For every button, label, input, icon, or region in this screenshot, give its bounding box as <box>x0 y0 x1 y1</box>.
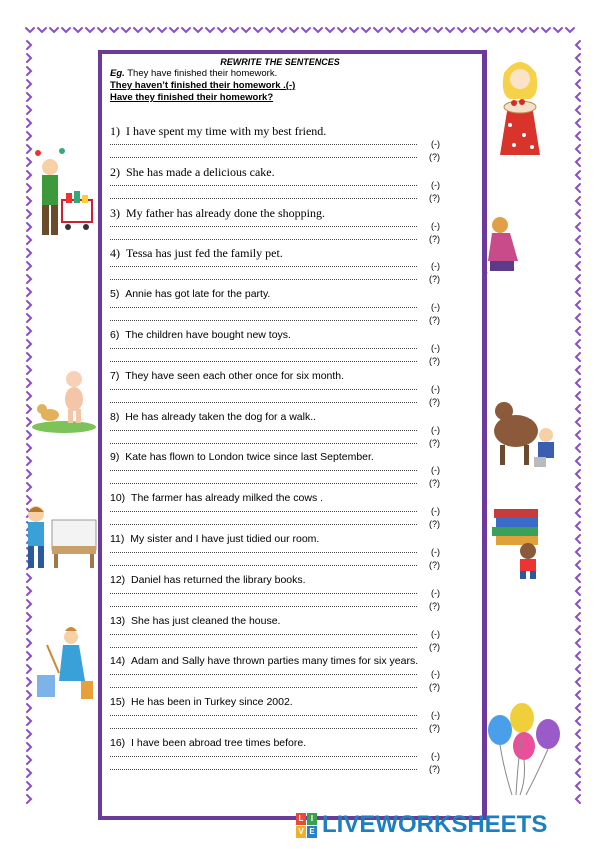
negative-mark: (-) <box>431 628 440 639</box>
question-number: 14) <box>110 655 126 668</box>
boy-carrying-books-image <box>490 505 550 580</box>
question-mark: (?) <box>429 437 440 448</box>
boy-tidying-room-image <box>18 500 100 575</box>
question-answer-line[interactable] <box>110 722 440 735</box>
question-mark: (?) <box>429 560 440 570</box>
question-answer-line[interactable] <box>110 273 440 286</box>
question-item <box>110 328 440 368</box>
example-question: Have they finished their homework? <box>110 92 274 103</box>
negative-mark: (-) <box>431 751 440 761</box>
question-item <box>110 410 440 450</box>
question-sentence: I have been abroad tree times before. <box>131 737 307 749</box>
question-answer-line[interactable] <box>110 396 440 409</box>
negative-answer-line[interactable] <box>110 342 440 355</box>
logo-letter-i: I <box>307 813 317 825</box>
question-number: 13) <box>110 614 126 627</box>
question-text <box>110 124 440 138</box>
question-sentence: Daniel has returned the library books. <box>131 573 306 586</box>
question-answer-line[interactable] <box>110 192 440 205</box>
question-sentence: They have seen each other once for six month. <box>125 369 345 382</box>
question-item <box>110 124 440 164</box>
question-number: 4) <box>110 246 120 261</box>
question-item <box>110 287 440 327</box>
question-item <box>110 165 440 205</box>
negative-mark: (-) <box>431 710 440 721</box>
question-number: 9) <box>110 451 120 464</box>
example-negative: They haven’t finished their homework .(-) <box>110 80 296 91</box>
question-item <box>110 369 440 409</box>
farmer-milking-cow-image <box>490 395 562 470</box>
negative-mark: (-) <box>431 465 440 476</box>
negative-answer-line[interactable] <box>110 668 440 681</box>
question-mark: (?) <box>429 192 440 203</box>
question-item <box>110 573 440 613</box>
question-item <box>110 450 440 490</box>
question-answer-line[interactable] <box>110 437 440 450</box>
question-sentence: He has already taken the dog for a walk.. <box>125 410 317 423</box>
balloons-image <box>482 700 572 800</box>
question-item <box>110 654 440 694</box>
question-mark: (?) <box>429 396 440 407</box>
example-text: They have finished their homework. <box>127 68 278 79</box>
question-number: 10) <box>110 492 126 505</box>
question-number: 8) <box>110 410 120 423</box>
question-text <box>110 573 440 587</box>
question-number: 16) <box>110 737 126 749</box>
negative-mark: (-) <box>431 587 440 598</box>
negative-answer-line[interactable] <box>110 464 440 477</box>
question-text <box>110 695 440 709</box>
question-mark: (?) <box>429 152 440 162</box>
question-sentence: He has been in Turkey since 2002. <box>131 696 293 709</box>
question-answer-line[interactable] <box>110 763 440 776</box>
question-mark: (?) <box>429 233 440 244</box>
question-text <box>110 410 440 424</box>
negative-mark: (-) <box>431 669 440 680</box>
negative-answer-line[interactable] <box>110 138 440 151</box>
question-answer-line[interactable] <box>110 151 440 164</box>
question-text <box>110 736 440 750</box>
question-sentence: Tessa has just fed the family pet. <box>126 246 283 261</box>
question-mark: (?) <box>429 600 440 611</box>
question-mark: (?) <box>429 274 440 285</box>
logo-letter-e: E <box>307 826 317 838</box>
negative-mark: (-) <box>431 343 440 353</box>
question-answer-line[interactable] <box>110 641 440 654</box>
woman-cleaning-house-image <box>35 625 100 705</box>
question-mark: (?) <box>429 519 440 530</box>
question-number: 7) <box>110 369 120 382</box>
question-text <box>110 491 440 505</box>
question-number: 11) <box>110 533 125 545</box>
liveworksheets-brand: LIVEWORKSHEETS <box>322 811 548 838</box>
negative-mark: (-) <box>431 302 440 313</box>
negative-answer-line[interactable] <box>110 179 440 192</box>
question-text <box>110 614 440 628</box>
question-item <box>110 614 440 654</box>
question-answer-line[interactable] <box>110 681 440 694</box>
negative-answer-line[interactable] <box>110 750 440 763</box>
worksheet-title: REWRITE THE SENTENCES <box>220 57 340 67</box>
baby-with-dog-image <box>30 365 98 435</box>
question-number: 6) <box>110 329 120 341</box>
liveworksheets-footer <box>296 811 596 841</box>
negative-mark: (-) <box>431 220 440 231</box>
question-item <box>110 532 440 572</box>
question-sentence: She has just cleaned the house. <box>131 614 281 627</box>
question-text <box>110 450 440 464</box>
negative-mark: (-) <box>431 261 440 272</box>
negative-answer-line[interactable] <box>110 628 440 641</box>
question-answer-line[interactable] <box>110 600 440 613</box>
question-mark: (?) <box>429 641 440 652</box>
liveworksheets-logo-icon <box>296 813 318 839</box>
negative-mark: (-) <box>431 424 440 435</box>
question-item <box>110 491 440 531</box>
negative-mark: (-) <box>431 383 440 394</box>
question-number: 12) <box>110 573 126 586</box>
worksheet-content <box>110 56 440 104</box>
question-answer-line[interactable] <box>110 233 440 246</box>
question-text <box>110 165 440 179</box>
question-number: 5) <box>110 288 120 301</box>
negative-mark: (-) <box>431 179 440 190</box>
question-answer-line[interactable] <box>110 559 440 572</box>
question-text <box>110 532 440 546</box>
question-mark: (?) <box>429 315 440 326</box>
question-text <box>110 287 440 301</box>
negative-answer-line[interactable] <box>110 546 440 559</box>
question-mark: (?) <box>429 356 440 366</box>
question-mark: (?) <box>429 478 440 489</box>
example-sentence <box>110 68 440 80</box>
question-number: 15) <box>110 696 126 709</box>
question-number: 1) <box>110 124 120 138</box>
man-shopping-image <box>28 145 98 245</box>
question-mark: (?) <box>429 764 440 774</box>
example-prefix: Eg. <box>110 68 125 79</box>
logo-letter-v: V <box>296 826 306 838</box>
question-text <box>110 328 440 342</box>
logo-letter-l: L <box>296 813 306 825</box>
question-answer-line[interactable] <box>110 355 440 368</box>
question-number: 3) <box>110 205 120 220</box>
question-sentence: Adam and Sally have thrown parties many times for six years. <box>131 655 419 668</box>
negative-mark: (-) <box>431 139 440 149</box>
question-sentence: Annie has got late for the party. <box>125 288 271 301</box>
question-text <box>110 369 440 383</box>
question-item <box>110 736 440 776</box>
question-sentence: I have spent my time with my best friend. <box>126 124 327 138</box>
question-item <box>110 695 440 735</box>
question-sentence: Kate has flown to London twice since last September. <box>125 451 374 464</box>
question-text <box>110 654 440 668</box>
negative-answer-line[interactable] <box>110 301 440 314</box>
girl-with-cake-image <box>490 55 550 165</box>
question-sentence: The children have bought new toys. <box>125 329 291 341</box>
negative-mark: (-) <box>431 506 440 517</box>
question-number: 2) <box>110 164 120 179</box>
question-sentence: The farmer has already milked the cows . <box>131 492 324 505</box>
question-answer-line[interactable] <box>110 314 440 327</box>
negative-answer-line[interactable] <box>110 383 440 396</box>
question-text <box>110 246 440 260</box>
negative-answer-line[interactable] <box>110 424 440 437</box>
question-mark: (?) <box>429 723 440 734</box>
negative-answer-line[interactable] <box>110 709 440 722</box>
question-sentence: My sister and I have just tidied our room. <box>130 533 320 545</box>
negative-mark: (-) <box>431 547 440 557</box>
question-text <box>110 206 440 220</box>
negative-answer-line[interactable] <box>110 260 440 273</box>
negative-answer-line[interactable] <box>110 587 440 600</box>
question-item <box>110 246 440 286</box>
question-mark: (?) <box>429 682 440 693</box>
question-answer-line[interactable] <box>110 477 440 490</box>
question-sentence: My father has already done the shopping. <box>126 205 325 220</box>
question-answer-line[interactable] <box>110 518 440 531</box>
question-sentence: She has made a delicious cake. <box>126 164 275 179</box>
question-item <box>110 206 440 246</box>
negative-answer-line[interactable] <box>110 220 440 233</box>
negative-answer-line[interactable] <box>110 505 440 518</box>
